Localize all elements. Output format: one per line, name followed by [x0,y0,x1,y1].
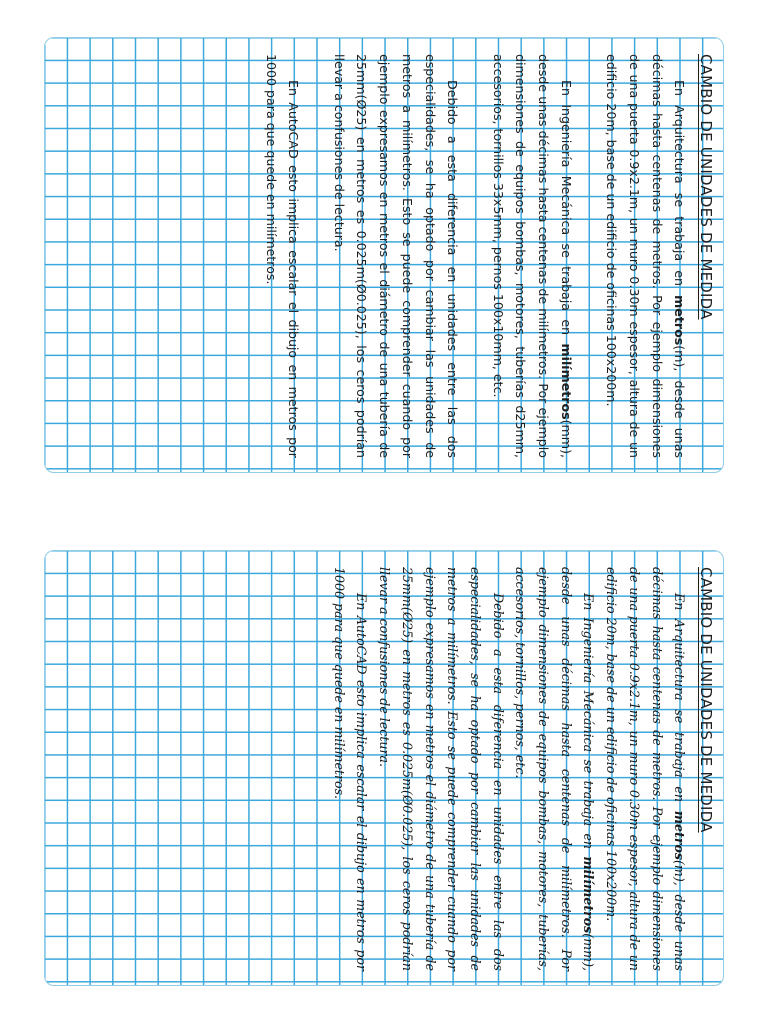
paragraph-autocad: En AutoCAD esto implica escalar el dibujo en metros por 1000 para que quede en milímetros. [331,567,370,971]
paragraph-arquitectura [599,567,690,971]
paragraph-text: En Ingeniería Mecánica se trabaja en [558,80,574,344]
paragraph-text: (m), desde unas décimas hasta centenas de metros. Por ejemplo dimensiones de una puerta 0.9x2.1m, un muro 0.30m espesor, altura de un edificio 20m, base de un edificio de oficinas 100x200m. [604,54,688,458]
paragraph-text: En Arquitectura se trabaja en [672,593,688,811]
paragraph-arquitectura [599,54,690,458]
page-title: CAMBIO DE UNIDADES DE MEDIDA [697,54,715,320]
paragraph-mecanica [486,54,577,458]
paragraph-text: (mm), desde unas décimas hasta centenas de milímetros. Por ejemplo dimensiones de equipos bombas, motores, tuberías, accesorios, tornillos, pernos, etc. [513,567,597,971]
paragraph-autocad: En AutoCAD esto implica escalar el dibujo en metros por 1000 para que quede en milímetros. [263,54,302,458]
page-title: CAMBIO DE UNIDADES DE MEDIDA [697,567,715,833]
rotated-text-layer [45,38,724,473]
notebook-card-top [44,37,724,473]
keyword-metros: metros [672,295,688,346]
keyword-milimetros: milímetros [581,856,597,934]
paragraph-mecanica [509,567,600,971]
rotated-text-layer [45,551,724,986]
paragraph-text: En Ingeniería Mecánica se trabaja en [581,593,597,857]
paragraph-diferencia: Debido a esta diferencia en unidades entre las dos especialidades, se ha optado por cambiar las unidades de metros a milímetros. Esto se puede comprender cuando por ejemplo expresamos en metros el diámetro de una tubería de 25mm(Ø25) en metros es 0.025m(Ø0.025), los ceros podrían llevar a confusiones de lectura. [377,567,506,971]
keyword-milimetros: milímetros [558,343,574,420]
paragraph-text: En Arquitectura se trabaja en [672,80,688,296]
paragraph-text: (mm), desde unas décimas hasta centenas de milímetros. Por ejemplo dimensiones de equipos bombas, motores, tuberías d25mm, accesorios, tornillos 33x5mm, pernos 100x10mm, etc. [490,54,574,458]
keyword-metros: metros [672,810,688,861]
paragraph-text: (m), desde unas décimas hasta centenas de metros. Por ejemplo dimensiones de una puerta 0.9x2.1m, un muro 0.30m espesor, altura de un edificio 20m, base de un edificio de oficinas 100x200m. [604,567,688,971]
notebook-card-bottom [44,550,724,986]
paragraph-diferencia: Debido a esta diferencia en unidades entre las dos especialidades, se ha optado por cambiar las unidades de metros a milímetros. Esto se puede comprender cuando por ejemplo expresamos en metros el diámetro de una tubería de 25mm(Ø25) en metros es 0.025m(Ø0.025), los ceros podrían llevar a confusiones de lectura. [331,54,461,458]
